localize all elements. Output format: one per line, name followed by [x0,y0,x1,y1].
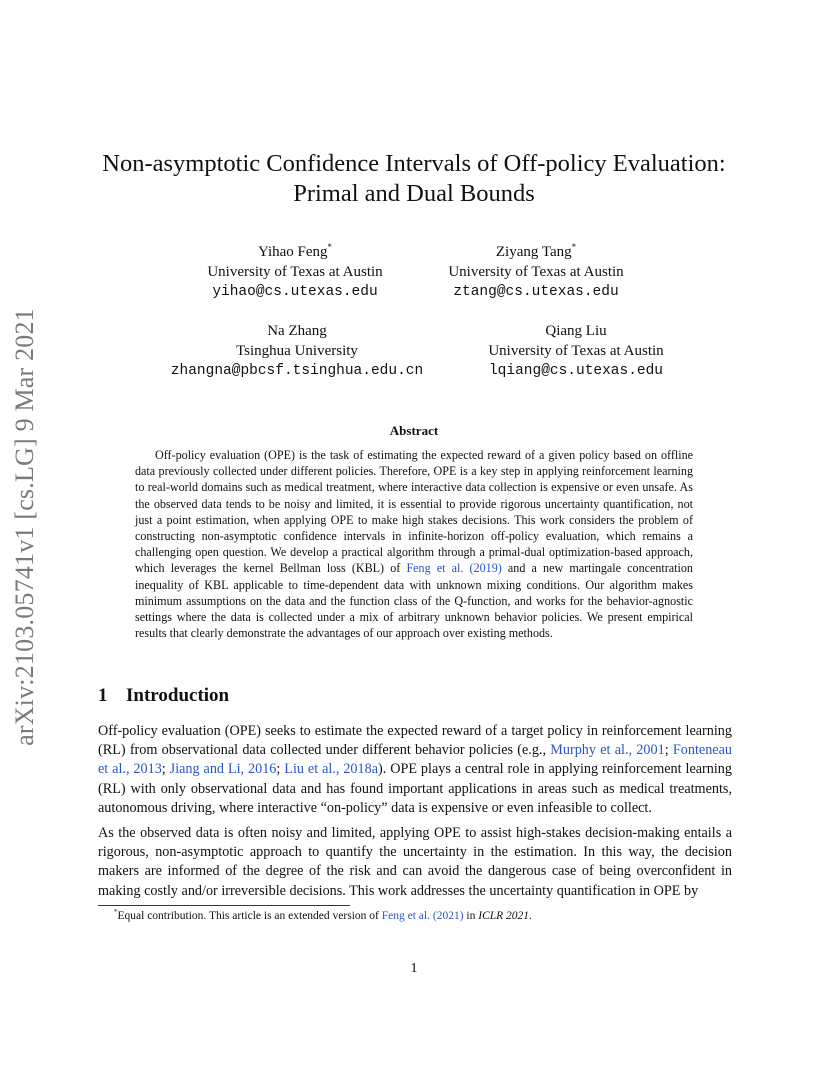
citation-link[interactable]: Feng et al. (2019) [406,561,502,576]
equal-contribution-mark: * [571,242,577,252]
footnote: *Equal contribution. This article is an extended version of Feng et al. (2021) in ICLR 2021. [114,908,532,922]
abstract-heading: Abstract [389,423,439,438]
author-name: Qiang Liu [545,323,607,339]
footnote-divider [98,905,350,906]
equal-contribution-mark: * [327,242,333,252]
author-email[interactable]: zhangna@pbcsf.tsinghua.edu.cn [170,363,424,379]
author-block-4 [460,321,692,381]
intro-paragraph-2: As the observed data is often noisy and limited, applying OPE to assist high-stakes decision-making entails a rigorous, non-asymptotic approach to quantify the uncertainty in the estimation. In this way, the decision makers are informed of the degree of the risk and can avoid the dangerous case of being overconfident in making costly and/or irreversible decisions. This work addresses the uncertainty quantification in OPE by [98,825,732,899]
citation-link[interactable]: Murphy et al., 2001 [550,742,665,759]
author-block-3 [140,321,454,381]
author-block-1 [180,237,410,302]
abstract-text [135,447,693,641]
title-line-1: Non-asymptotic Confidence Intervals of Off-policy Evaluation: [102,150,726,177]
section-number: 1 [98,685,108,706]
citation-link[interactable]: Fonteneau et al., 2013 [98,742,732,778]
author-affiliation: Tsinghua University [236,343,358,359]
arxiv-stamp-text: arXiv:2103.05741v1 [cs.LG] 9 Mar 2021 [10,308,39,746]
abstract-text-part-1: Off-policy evaluation (OPE) is the task of estimating the expected reward of a given policy based on offline data previously collected under different policies. Therefore, OPE is a key step in applying reinforcement learning to real-world domains such as medical treatment, where interactive data collection is expensive or even unsafe. As the observed data tends to be noisy and limited, it is essential to provide rigorous uncertainty quantification, not just a point estimation, when applying OPE to make high stakes decisions. This work considers the problem of constructing non-asymptotic confidence intervals in infinite-horizon off-policy evaluation, which remains a challenging open question. We develop a practical algorithm through a primal-dual optimization-based approach, which leverages the kernel Bellman loss (KBL) of [135,448,693,576]
author-email[interactable]: ztang@cs.utexas.edu [453,284,619,300]
author-name: Yihao Feng [257,244,328,260]
title-line-2: Primal and Dual Bounds [293,180,535,207]
intro-paragraph-1: Off-policy evaluation (OPE) seeks to estimate the expected reward of a target policy in reinforcement learning (RL) from observational data collected under different behavior policies (e.g., Murphy et al., 2001; Fonteneau et al., 2013; Jiang and Li, 2016; Liu et al., 2018a). OPE plays a central role in applying reinforcement learning (RL) with only observational data and has found important applications in areas such as medical treatments, autonomous driving, where interactive “on-policy” data is expensive or even infeasible to collect. [98,723,732,816]
author-affiliation: University of Texas at Austin [488,343,664,359]
abstract-text-part-2: and a new martingale concentration inequality of KBL applicable to time-dependent data with unknown mixing conditions. Our algorithm makes minimum assumptions on the data and the function class of the Q-function, and works for the behavior-agnostic settings where the data is collected under a mix of arbitrary unknown behavior policies. We present empirical results that clearly demonstrate the advantages of our approach over existing methods. [135,561,693,641]
footnote-mark: * [114,908,118,916]
venue-name: ICLR 2021 [478,909,530,922]
section-title: Introduction [126,685,230,706]
author-affiliation: University of Texas at Austin [207,264,383,280]
author-email[interactable]: lqiang@cs.utexas.edu [488,363,664,379]
author-name: Na Zhang [267,323,327,339]
author-affiliation: University of Texas at Austin [448,264,624,280]
page-number: 1 [410,961,418,976]
arxiv-identifier-stamp [0,292,50,762]
citation-link[interactable]: Liu et al., 2018a [284,761,378,778]
citation-link[interactable]: Feng et al. (2021) [381,909,464,922]
section-heading-introduction [98,685,229,707]
citation-link[interactable]: Jiang and Li, 2016 [169,761,277,778]
author-block-2 [420,237,652,302]
author-email[interactable]: yihao@cs.utexas.edu [212,284,378,300]
author-name: Ziyang Tang [495,244,572,260]
paper-title [100,149,728,209]
